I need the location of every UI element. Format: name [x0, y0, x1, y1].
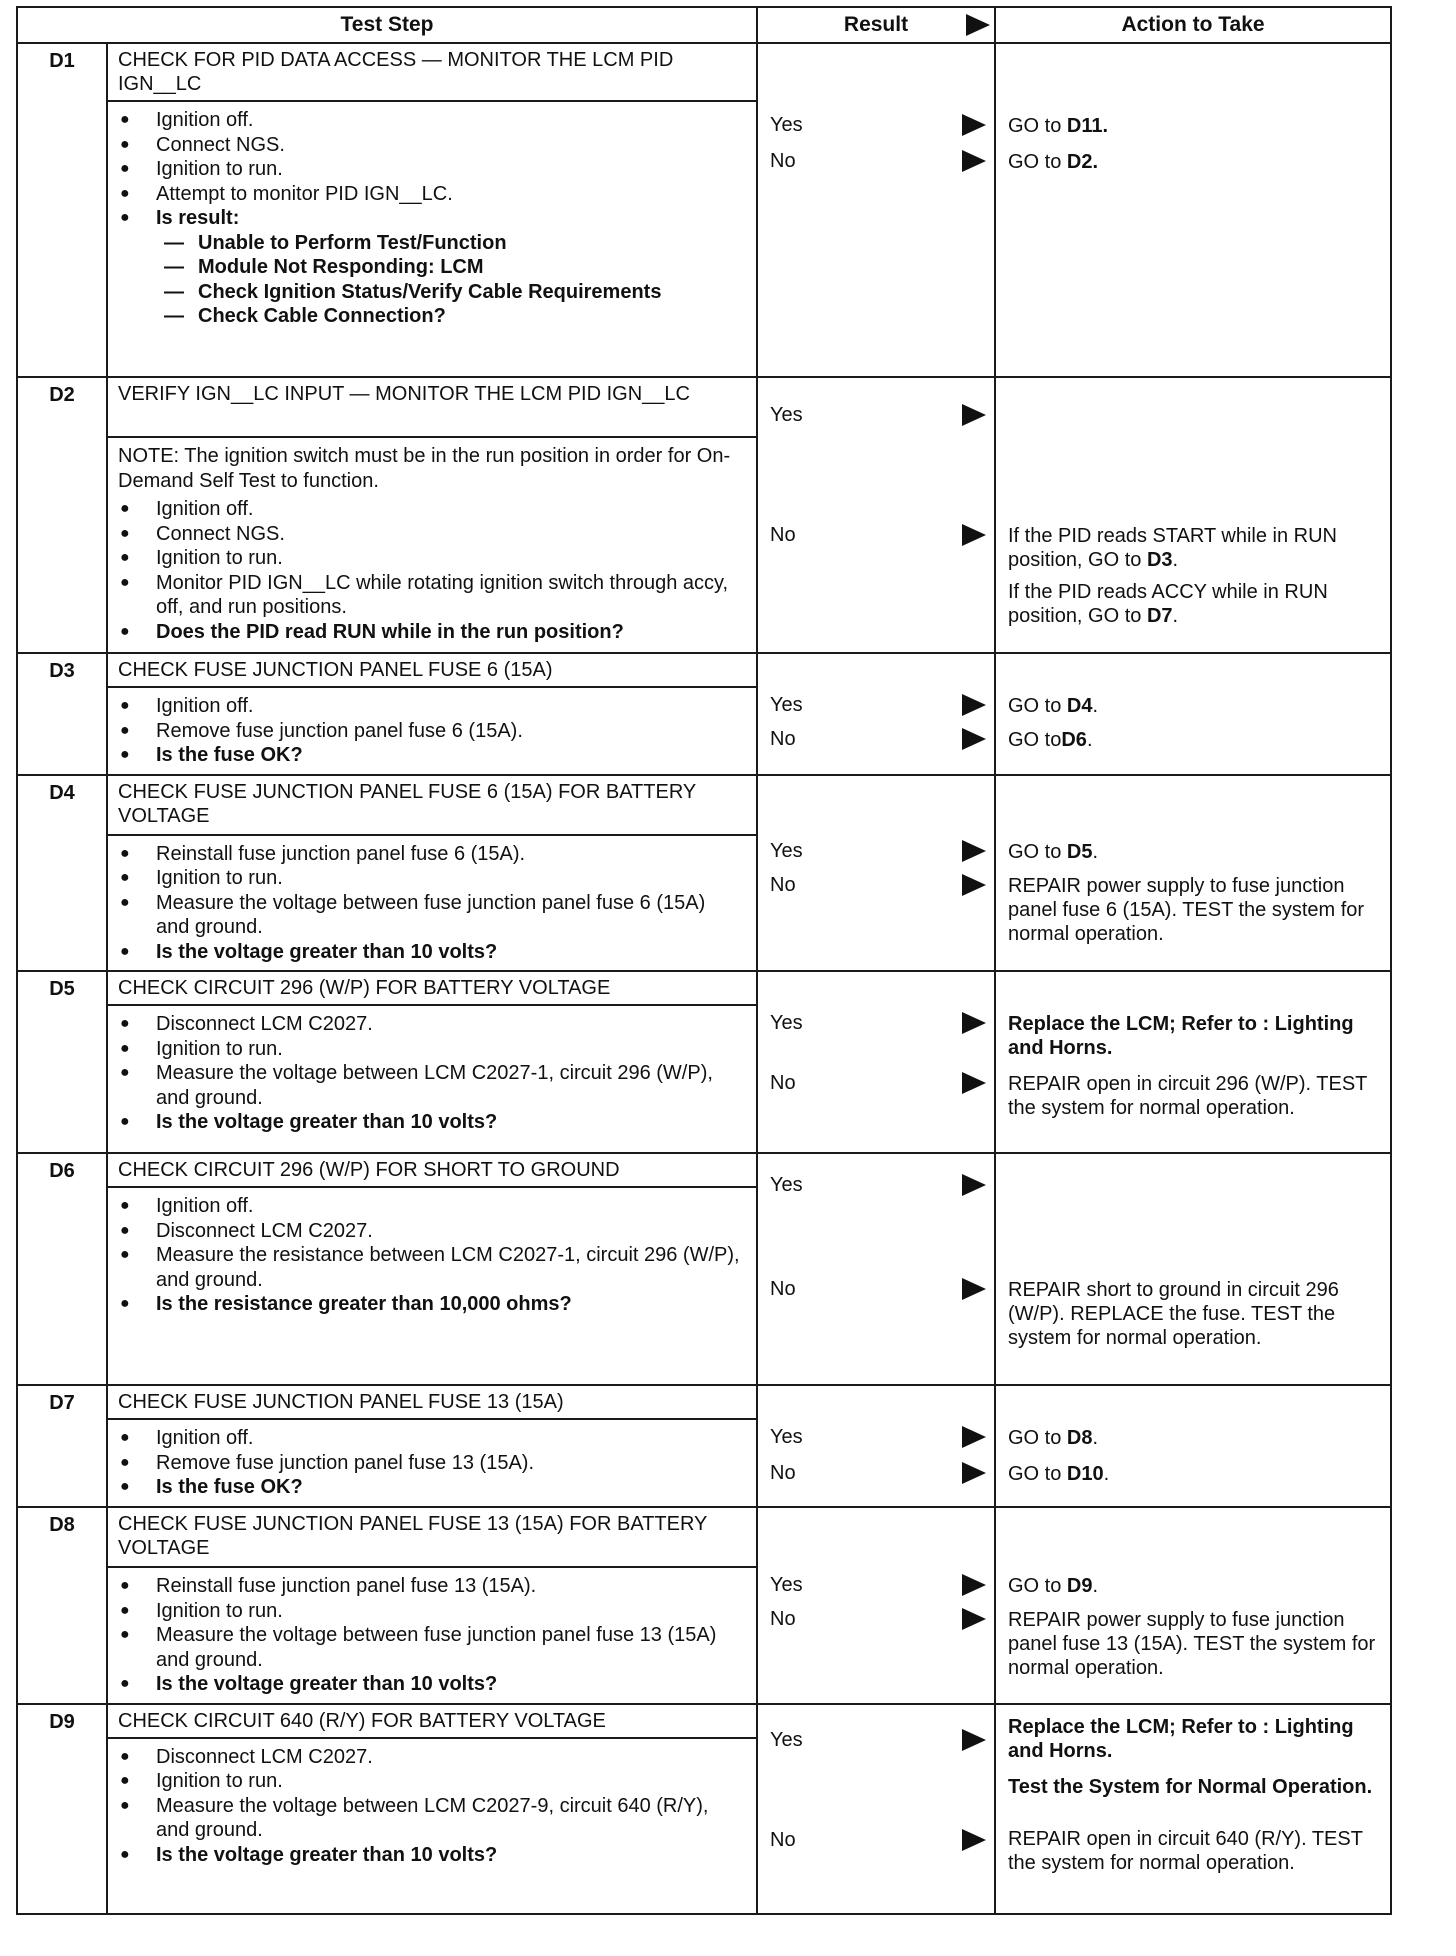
arrow-right-icon	[962, 524, 986, 546]
result-no	[770, 1070, 988, 1096]
step-title: CHECK CIRCUIT 640 (R/Y) FOR BATTERY VOLTAGE	[118, 1709, 606, 1732]
step-question: ● Is the fuse OK?	[118, 743, 744, 768]
step-row-d5	[17, 971, 1391, 1153]
action-cell	[995, 43, 1391, 377]
action-text: REPAIR power supply to fuse junction panel fuse 6 (15A). TEST the system for normal operation.	[1008, 874, 1365, 945]
arrow-right-icon	[962, 874, 986, 896]
step-title: VERIFY IGN__LC INPUT — MONITOR THE LCM PID IGN__LC	[118, 383, 690, 405]
step-question: ● Is the voltage greater than 10 volts?	[118, 1110, 744, 1135]
arrow-right-icon	[962, 1278, 986, 1300]
list-item: ● Measure the voltage between LCM C2027-1, circuit 296 (W/P), and ground.	[118, 1061, 744, 1110]
arrow-right-icon	[962, 1608, 986, 1630]
result-label: Yes	[770, 1012, 803, 1034]
action-cell	[995, 1153, 1391, 1385]
action-cell	[995, 971, 1391, 1153]
step-question: ● Is the fuse OK?	[118, 1475, 744, 1500]
step-content	[107, 1385, 757, 1507]
step-content	[107, 1704, 757, 1914]
result-label: No	[770, 1462, 796, 1484]
arrow-right-icon	[962, 1012, 986, 1034]
list-item: ● Disconnect LCM C2027.	[118, 1012, 744, 1037]
list-item: ● Connect NGS.	[118, 522, 744, 547]
list-item: ● Measure the voltage between fuse junction panel fuse 6 (15A) and ground.	[118, 891, 744, 940]
list-item: ● Attempt to monitor PID IGN__LC.	[118, 182, 744, 207]
action-text: REPAIR open in circuit 640 (R/Y). TEST the system for normal operation.	[1008, 1827, 1363, 1874]
action-text: GO to D8.	[1008, 1427, 1099, 1449]
result-label: No	[770, 524, 796, 546]
result-label: No	[770, 1072, 796, 1094]
result-label: Yes	[770, 839, 803, 862]
list-item: ● Disconnect LCM C2027.	[118, 1219, 744, 1244]
result-label: Yes	[770, 114, 803, 136]
step-title: CHECK FUSE JUNCTION PANEL FUSE 13 (15A)	[118, 1391, 564, 1413]
step-title: CHECK CIRCUIT 296 (W/P) FOR BATTERY VOLTAGE	[118, 977, 611, 999]
action-text: If the PID reads ACCY while in RUN position, GO to D7.	[1008, 581, 1328, 627]
action-text: If the PID reads START while in RUN position, GO to D3.	[1008, 525, 1338, 571]
result-label: No	[770, 1278, 796, 1300]
step-content	[107, 43, 757, 377]
arrow-right-icon	[962, 728, 986, 750]
action-text: GO to D4.	[1008, 695, 1099, 717]
step-row-d2	[17, 377, 1391, 653]
step-question: ● Is the voltage greater than 10 volts?	[118, 940, 744, 965]
result-cell	[757, 971, 995, 1153]
result-label: Yes	[770, 694, 803, 716]
result-yes	[770, 1727, 988, 1753]
step-row-d8	[17, 1507, 1391, 1704]
step-row-d6	[17, 1153, 1391, 1385]
list-item: ● Ignition to run.	[118, 1769, 744, 1794]
arrow-right-icon	[962, 114, 986, 136]
list-item: — Check Ignition Status/Verify Cable Requirements	[118, 280, 744, 305]
header-result	[757, 7, 995, 43]
list-item: ● Connect NGS.	[118, 133, 744, 158]
step-question: ● Is result:	[118, 206, 744, 231]
arrow-right-icon	[962, 1829, 986, 1851]
result-label: No	[770, 1828, 796, 1851]
step-question: ● Is the resistance greater than 10,000 ohms?	[118, 1292, 744, 1317]
arrow-right-icon	[962, 694, 986, 716]
header-test-step: Test Step	[17, 7, 757, 43]
list-item: ● Ignition to run.	[118, 1599, 744, 1624]
list-item: ● Measure the resistance between LCM C2027-1, circuit 296 (W/P), and ground.	[118, 1243, 744, 1292]
list-item: ● Ignition off.	[118, 1194, 744, 1219]
list-item: ● Ignition off.	[118, 497, 744, 522]
step-row-d1	[17, 43, 1391, 377]
step-content	[107, 971, 757, 1153]
list-item: ● Remove fuse junction panel fuse 6 (15A).	[118, 719, 744, 744]
step-id: D5	[17, 971, 107, 1153]
result-cell	[757, 1385, 995, 1507]
step-id: D7	[17, 1385, 107, 1507]
result-yes	[770, 838, 988, 864]
step-title: CHECK CIRCUIT 296 (W/P) FOR SHORT TO GROUND	[118, 1159, 620, 1181]
step-title: CHECK FUSE JUNCTION PANEL FUSE 6 (15A) FOR BATTERY VOLTAGE	[118, 780, 696, 827]
header-result-label: Result	[843, 13, 909, 36]
arrow-right-icon	[962, 1426, 986, 1448]
list-item: ● Ignition to run.	[118, 157, 744, 182]
result-no	[770, 1276, 988, 1302]
action-text: Test the System for Normal Operation.	[1008, 1775, 1373, 1798]
step-content	[107, 1153, 757, 1385]
result-label: Yes	[770, 404, 803, 426]
arrow-right-icon	[962, 150, 986, 172]
result-yes	[770, 1424, 988, 1450]
result-no	[770, 522, 988, 548]
step-id: D3	[17, 653, 107, 775]
result-cell	[757, 775, 995, 972]
action-text: Replace the LCM; Refer to : Lighting and Horns.	[1008, 1013, 1354, 1059]
result-yes	[770, 112, 988, 138]
list-item: ● Reinstall fuse junction panel fuse 6 (15A).	[118, 842, 744, 867]
step-id: D9	[17, 1704, 107, 1914]
list-item: — Check Cable Connection?	[118, 304, 744, 329]
arrow-right-icon	[962, 1174, 986, 1196]
step-question: ● Does the PID read RUN while in the run position?	[118, 620, 744, 645]
arrow-right-icon	[962, 1072, 986, 1094]
action-text: Replace the LCM; Refer to : Lighting and Horns.	[1008, 1715, 1354, 1762]
step-title: CHECK FUSE JUNCTION PANEL FUSE 6 (15A)	[118, 659, 553, 681]
result-no	[770, 872, 988, 898]
result-no	[770, 1827, 988, 1853]
result-label: Yes	[770, 1574, 803, 1596]
result-yes	[770, 1572, 988, 1598]
arrow-right-icon	[962, 840, 986, 862]
step-id: D6	[17, 1153, 107, 1385]
list-item: ● Ignition off.	[118, 1426, 744, 1451]
step-row-d4	[17, 775, 1391, 972]
arrow-right-icon	[962, 1729, 986, 1751]
list-item: ● Ignition off.	[118, 694, 744, 719]
action-cell	[995, 1704, 1391, 1914]
result-label: Yes	[770, 1728, 803, 1751]
diagnostic-table-page	[16, 6, 1390, 1911]
arrow-right-icon	[966, 14, 990, 36]
result-cell	[757, 377, 995, 653]
action-text: REPAIR short to ground in circuit 296 (W/P). REPLACE the fuse. TEST the system for normal operation.	[1008, 1279, 1339, 1349]
step-row-d7	[17, 1385, 1391, 1507]
step-content	[107, 1507, 757, 1704]
list-item: ● Measure the voltage between fuse junction panel fuse 13 (15A) and ground.	[118, 1623, 744, 1672]
list-item: ● Reinstall fuse junction panel fuse 13 (15A).	[118, 1574, 744, 1599]
list-item: ● Monitor PID IGN__LC while rotating ignition switch through accy, off, and run positions.	[118, 571, 744, 620]
list-item: ● Ignition to run.	[118, 546, 744, 571]
diagnostic-table	[16, 6, 1392, 1915]
action-text: GO to D5.	[1008, 840, 1099, 863]
step-row-d3	[17, 653, 1391, 775]
action-text: GO to D11.	[1008, 115, 1109, 137]
step-content	[107, 775, 757, 972]
list-item: ● Disconnect LCM C2027.	[118, 1745, 744, 1770]
result-cell	[757, 1704, 995, 1914]
action-text: GO to D9.	[1008, 1575, 1099, 1597]
list-item: ● Ignition off.	[118, 108, 744, 133]
step-title: CHECK FUSE JUNCTION PANEL FUSE 13 (15A) FOR BATTERY VOLTAGE	[118, 1513, 708, 1559]
list-item: — Module Not Responding: LCM	[118, 255, 744, 280]
action-cell	[995, 377, 1391, 653]
result-no	[770, 726, 988, 752]
arrow-right-icon	[962, 1462, 986, 1484]
result-cell	[757, 1153, 995, 1385]
arrow-right-icon	[962, 1574, 986, 1596]
action-cell	[995, 1385, 1391, 1507]
result-yes	[770, 692, 988, 718]
result-cell	[757, 43, 995, 377]
result-cell	[757, 653, 995, 775]
result-yes	[770, 402, 988, 428]
list-item: ● Ignition to run.	[118, 866, 744, 891]
action-text: REPAIR power supply to fuse junction panel fuse 13 (15A). TEST the system for normal operation.	[1008, 1609, 1376, 1679]
table-header-row	[17, 7, 1391, 43]
result-cell	[757, 1507, 995, 1704]
header-action: Action to Take	[995, 7, 1391, 43]
step-question: ● Is the voltage greater than 10 volts?	[118, 1843, 744, 1868]
result-label: No	[770, 150, 796, 172]
result-label: Yes	[770, 1174, 803, 1196]
action-cell	[995, 653, 1391, 775]
result-no	[770, 1460, 988, 1486]
action-cell	[995, 775, 1391, 972]
step-id: D4	[17, 775, 107, 972]
step-title: CHECK FOR PID DATA ACCESS — MONITOR THE LCM PID IGN__LC	[118, 49, 674, 95]
action-text: GO to D10.	[1008, 1463, 1110, 1485]
step-id: D8	[17, 1507, 107, 1704]
result-label: No	[770, 1608, 796, 1630]
action-text: REPAIR open in circuit 296 (W/P). TEST the system for normal operation.	[1008, 1073, 1368, 1119]
result-label: No	[770, 728, 796, 750]
list-item: ● Measure the voltage between LCM C2027-9, circuit 640 (R/Y), and ground.	[118, 1794, 744, 1843]
result-no	[770, 1606, 988, 1632]
result-yes	[770, 1010, 988, 1036]
action-text: GO toD6.	[1008, 729, 1093, 751]
step-note: NOTE: The ignition switch must be in the run position in order for On-Demand Self Test to function.	[118, 445, 731, 492]
step-question: ● Is the voltage greater than 10 volts?	[118, 1672, 744, 1697]
result-no	[770, 148, 988, 174]
action-text: GO to D2.	[1008, 151, 1099, 173]
list-item: — Unable to Perform Test/Function	[118, 231, 744, 256]
result-label: Yes	[770, 1426, 803, 1448]
list-item: ● Ignition to run.	[118, 1037, 744, 1062]
list-item: ● Remove fuse junction panel fuse 13 (15A).	[118, 1451, 744, 1476]
result-label: No	[770, 873, 796, 896]
arrow-right-icon	[962, 404, 986, 426]
action-cell	[995, 1507, 1391, 1704]
step-id: D2	[17, 377, 107, 653]
step-content	[107, 377, 757, 653]
step-content	[107, 653, 757, 775]
result-yes	[770, 1172, 988, 1198]
step-id: D1	[17, 43, 107, 377]
step-row-d9	[17, 1704, 1391, 1914]
